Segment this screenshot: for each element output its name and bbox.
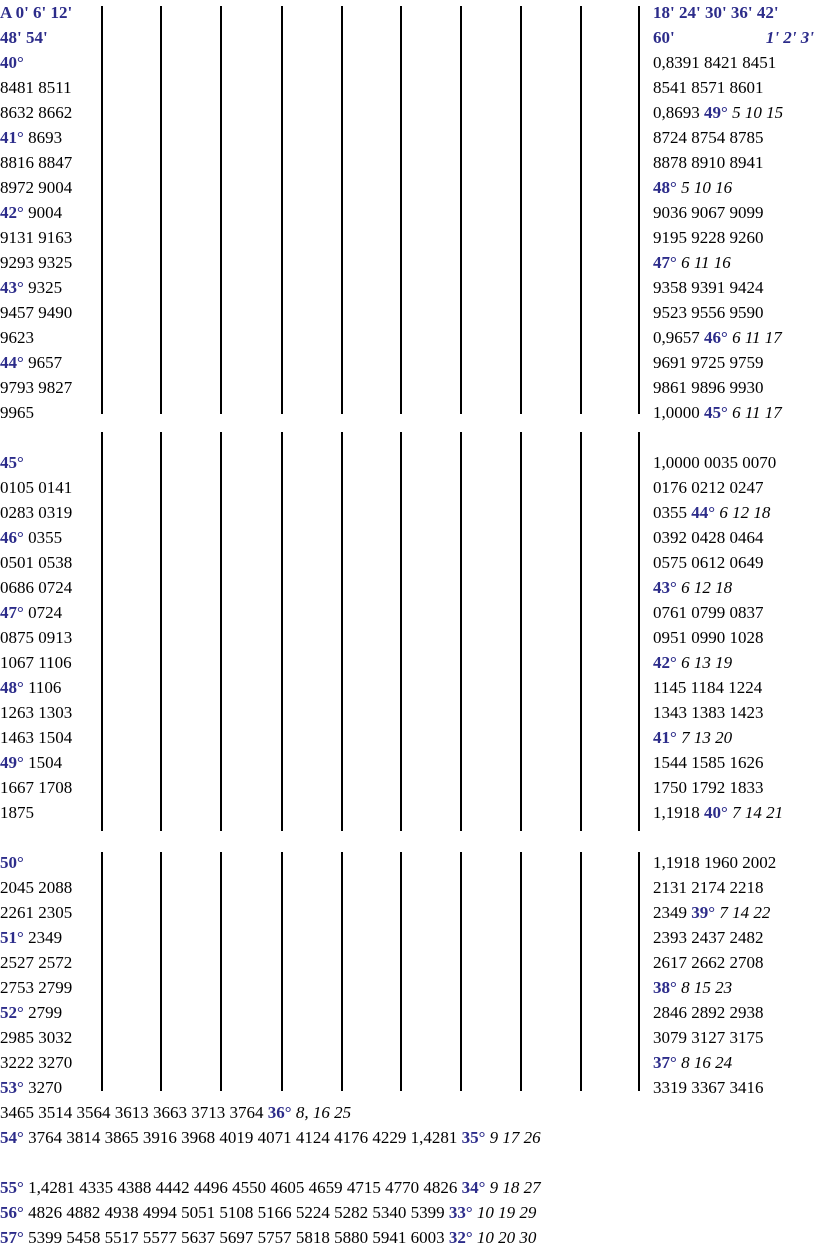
left-column-row: [0, 925, 62, 950]
column-rule: [580, 432, 582, 831]
left-column-row: [0, 525, 62, 550]
column-rule: [520, 6, 522, 414]
left-column-row: [0, 550, 72, 575]
bottom-row: [0, 1125, 541, 1150]
degree-label: 47°: [0, 603, 24, 622]
degree-label: 35°: [461, 1128, 486, 1147]
header-right-line-2a: 60': [653, 28, 675, 47]
right-column-row: [653, 500, 770, 525]
diff-values: 6 13 19: [676, 653, 733, 672]
table-values: 3764 3814 3865 3916 3968 4019 4071 4124 4176 4229 1,4281: [23, 1128, 462, 1147]
table-values: 9325: [23, 278, 63, 297]
right-column-row: [653, 125, 764, 150]
table-values: 8816 8847: [0, 153, 73, 172]
table-values: 1463 1504: [0, 728, 73, 747]
diff-values: 6 12 18: [715, 503, 771, 522]
table-values: 1504: [23, 753, 63, 772]
degree-label: 43°: [653, 578, 677, 597]
column-rule: [160, 6, 162, 414]
header-minutes: 1' 2' 3': [765, 28, 814, 47]
left-column-row: [0, 850, 24, 875]
column-rule: [520, 432, 522, 831]
table-values: 0501 0538: [0, 553, 73, 572]
column-rule: [580, 6, 582, 414]
degree-label: 50°: [0, 853, 24, 872]
degree-label: 40°: [0, 53, 24, 72]
diff-values: 6 11 17: [727, 328, 782, 347]
column-rule: [460, 6, 462, 414]
column-rule: [281, 852, 283, 1091]
table-values: 1,0000: [653, 403, 704, 422]
left-column-row: [0, 325, 34, 350]
left-column-row: [0, 200, 62, 225]
table-values: 8632 8662: [0, 103, 73, 122]
right-column-row: [653, 875, 764, 900]
right-column-row: [653, 975, 732, 1000]
table-values: 8693: [23, 128, 63, 147]
diff-values: 6 11 17: [727, 403, 782, 422]
left-column-row: [0, 350, 62, 375]
right-column-row: [653, 250, 731, 275]
table-values: 0761 0799 0837: [653, 603, 764, 622]
column-rule: [460, 432, 462, 831]
right-column-row: [653, 700, 764, 725]
right-column-row: [653, 800, 783, 825]
left-column-row: [0, 100, 72, 125]
table-values: 2753 2799: [0, 978, 73, 997]
header-left-line-2: 48' 54': [0, 28, 48, 47]
diff-values: 7 13 20: [676, 728, 733, 747]
header-left-line-1: A 0' 6' 12': [0, 3, 73, 22]
table-values: 4826 4882 4938 4994 5051 5108 5166 5224 5282 5340 5399: [23, 1203, 449, 1222]
table-values: 2846 2892 2938: [653, 1003, 764, 1022]
degree-label: 42°: [653, 653, 677, 672]
left-column-row: [0, 1050, 72, 1075]
right-column-row: [653, 575, 732, 600]
table-values: 2985 3032: [0, 1028, 73, 1047]
right-column-row: [653, 150, 764, 175]
left-column-row: [0, 650, 72, 675]
degree-label: 46°: [0, 528, 24, 547]
degree-label: 40°: [704, 803, 728, 822]
column-rule: [580, 852, 582, 1091]
right-column-row: [653, 725, 732, 750]
diff-values: 9 17 26: [485, 1128, 541, 1147]
right-column-row: [653, 900, 770, 925]
table-values: 9131 9163: [0, 228, 73, 247]
degree-label: 55°: [0, 1178, 24, 1197]
right-column-row: [653, 1000, 764, 1025]
bottom-row: [0, 1200, 536, 1225]
table-values: 8481 8511: [0, 78, 72, 97]
table-values: 1263 1303: [0, 703, 73, 722]
right-column-row: [653, 275, 764, 300]
table-values: 9358 9391 9424: [653, 278, 764, 297]
degree-label: 56°: [0, 1203, 24, 1222]
left-column-row: [0, 675, 61, 700]
table-values: 1,1918: [653, 803, 704, 822]
table-values: 0283 0319: [0, 503, 73, 522]
diff-values: 8 16 24: [676, 1053, 733, 1072]
degree-label: 41°: [0, 128, 24, 147]
table-values: 2617 2662 2708: [653, 953, 764, 972]
column-rule: [101, 6, 103, 414]
table-values: 9657: [23, 353, 63, 372]
column-rule: [638, 6, 640, 414]
column-rule: [638, 852, 640, 1091]
table-values: 1106: [23, 678, 62, 697]
column-rule: [101, 852, 103, 1091]
right-column-row: [653, 1025, 764, 1050]
table-values: 1,4281 4335 4388 4442 4496 4550 4605 4659 4715 4770 4826: [23, 1178, 462, 1197]
table-values: 8724 8754 8785: [653, 128, 764, 147]
left-column-row: [0, 125, 62, 150]
right-column-row: [653, 550, 764, 575]
column-rule: [400, 852, 402, 1091]
diff-values: 7 14 22: [715, 903, 771, 922]
table-values: 8972 9004: [0, 178, 73, 197]
table-values: 3465 3514 3564 3613 3663 3713 3764: [0, 1103, 268, 1122]
table-values: 3079 3127 3175: [653, 1028, 764, 1047]
degree-label: 44°: [0, 353, 24, 372]
diff-values: 10 20 30: [472, 1228, 537, 1247]
left-column-row: [0, 775, 72, 800]
left-column-row: [0, 600, 62, 625]
left-column-row: [0, 450, 24, 475]
degree-label: 45°: [0, 453, 24, 472]
column-rule: [281, 432, 283, 831]
table-values: 0355: [23, 528, 63, 547]
left-column-row: [0, 50, 24, 75]
header-right-line-1: 18' 24' 30' 36' 42': [653, 3, 779, 22]
right-column-row: [653, 100, 783, 125]
table-values: 9004: [23, 203, 63, 222]
table-values: 9623: [0, 328, 34, 347]
left-column-row: [0, 1000, 62, 1025]
right-column-row: [653, 850, 776, 875]
table-values: 9523 9556 9590: [653, 303, 764, 322]
right-column-row: [653, 325, 782, 350]
left-column-row: [0, 725, 72, 750]
column-rule: [341, 432, 343, 831]
right-column-row: [653, 750, 764, 775]
degree-label: 47°: [653, 253, 677, 272]
left-column-row: [0, 375, 72, 400]
column-rule: [638, 432, 640, 831]
right-column-row: [653, 675, 762, 700]
left-column-row: [0, 975, 72, 1000]
left-column-row: [0, 75, 72, 100]
column-rule: [220, 6, 222, 414]
right-column-row: [653, 175, 732, 200]
table-values: 3270: [23, 1078, 63, 1097]
table-values: 9036 9067 9099: [653, 203, 764, 222]
table-values: 2527 2572: [0, 953, 73, 972]
table-values: 1145 1184 1224: [653, 678, 763, 697]
degree-label: 51°: [0, 928, 24, 947]
table-values: 1667 1708: [0, 778, 73, 797]
table-values: 2349: [653, 903, 692, 922]
bottom-row: [0, 1100, 351, 1125]
right-column-row: [653, 1075, 764, 1100]
table-values: 0,8693: [653, 103, 704, 122]
table-values: 9293 9325: [0, 253, 73, 272]
table-values: 0686 0724: [0, 578, 73, 597]
right-column-row: [653, 50, 776, 75]
right-column-row: [653, 375, 764, 400]
left-column-row: [0, 1075, 62, 1100]
degree-label: 32°: [448, 1228, 473, 1247]
table-values: 1067 1106: [0, 653, 72, 672]
left-column-row: [0, 700, 72, 725]
left-column-row: [0, 950, 72, 975]
table-values: 3222 3270: [0, 1053, 73, 1072]
table-values: 0951 0990 1028: [653, 628, 764, 647]
table-values: 0,8391 8421 8451: [653, 53, 777, 72]
degree-label: 41°: [653, 728, 677, 747]
degree-label: 46°: [704, 328, 728, 347]
left-column-row: [0, 1025, 72, 1050]
bottom-row: [0, 1175, 541, 1200]
table-values: 2393 2437 2482: [653, 928, 764, 947]
column-rule: [400, 432, 402, 831]
left-column-row: [0, 250, 72, 275]
table-values: 0355: [653, 503, 692, 522]
right-column-row: [653, 600, 764, 625]
table-values: 1,1918 1960 2002: [653, 853, 777, 872]
column-rule: [281, 6, 283, 414]
right-column-row: [653, 525, 764, 550]
table-values: 1,0000 0035 0070: [653, 453, 777, 472]
degree-label: 39°: [691, 903, 716, 922]
degree-label: 38°: [653, 978, 677, 997]
degree-label: 53°: [0, 1078, 24, 1097]
diff-values: 6 11 16: [676, 253, 731, 272]
left-column-row: [0, 625, 72, 650]
right-column-row: [653, 350, 764, 375]
right-column-row: [653, 450, 776, 475]
right-column-row: [653, 925, 764, 950]
left-column-row: [0, 500, 72, 525]
right-column-row: [653, 950, 764, 975]
table-values: 9861 9896 9930: [653, 378, 764, 397]
table-values: 2045 2088: [0, 878, 73, 897]
table-values: 9195 9228 9260: [653, 228, 764, 247]
column-rule: [400, 6, 402, 414]
right-column-row: [653, 75, 764, 100]
degree-label: 37°: [653, 1053, 677, 1072]
table-values: 1343 1383 1423: [653, 703, 764, 722]
degree-label: 36°: [267, 1103, 292, 1122]
right-column-row: [653, 475, 764, 500]
right-column-row: [653, 225, 764, 250]
right-column-row: [653, 300, 764, 325]
degree-label: 54°: [0, 1128, 24, 1147]
table-values: 2131 2174 2218: [653, 878, 764, 897]
right-column-row: [653, 775, 764, 800]
column-rule: [220, 432, 222, 831]
right-column-row: [653, 1050, 732, 1075]
table-values: 0,9657: [653, 328, 704, 347]
table-values: 9457 9490: [0, 303, 73, 322]
diff-values: 5 10 16: [676, 178, 733, 197]
column-rule: [341, 852, 343, 1091]
header-right-line-2b: [766, 25, 814, 50]
table-values: 5399 5458 5517 5577 5637 5697 5757 5818 5880 5941 6003: [23, 1228, 449, 1247]
degree-label: 33°: [448, 1203, 473, 1222]
table-values: 0105 0141: [0, 478, 73, 497]
bottom-row: [0, 1225, 536, 1250]
degree-label: 34°: [461, 1178, 486, 1197]
table-values: 2261 2305: [0, 903, 73, 922]
degree-label: 48°: [653, 178, 677, 197]
table-values: 8878 8910 8941: [653, 153, 764, 172]
degree-label: 44°: [691, 503, 716, 522]
table-values: 9691 9725 9759: [653, 353, 764, 372]
diff-values: 9 18 27: [485, 1178, 541, 1197]
right-column-row: [653, 625, 764, 650]
left-column-row: [0, 750, 62, 775]
right-column-row: [653, 650, 732, 675]
right-column-row: [653, 200, 764, 225]
column-rule: [520, 852, 522, 1091]
table-values: 0176 0212 0247: [653, 478, 764, 497]
column-rule: [220, 852, 222, 1091]
right-column-row: [653, 400, 782, 425]
degree-label: 49°: [0, 753, 24, 772]
left-column-row: [0, 400, 34, 425]
table-values: 0392 0428 0464: [653, 528, 764, 547]
diff-values: 8, 16 25: [291, 1103, 352, 1122]
degree-label: 48°: [0, 678, 24, 697]
left-column-row: [0, 175, 72, 200]
table-values: 0724: [23, 603, 63, 622]
left-column-row: [0, 150, 72, 175]
diff-values: 5 10 15: [727, 103, 784, 122]
table-values: 1544 1585 1626: [653, 753, 764, 772]
left-column-row: [0, 900, 72, 925]
left-column-row: [0, 575, 72, 600]
table-values: 1750 1792 1833: [653, 778, 764, 797]
degree-label: 45°: [704, 403, 728, 422]
table-values: 0875 0913: [0, 628, 73, 647]
column-rule: [460, 852, 462, 1091]
column-rule: [160, 432, 162, 831]
left-column-row: [0, 300, 72, 325]
column-rule: [341, 6, 343, 414]
table-values: 0575 0612 0649: [653, 553, 764, 572]
column-rule: [160, 852, 162, 1091]
left-column-row: [0, 475, 72, 500]
left-column-row: [0, 800, 34, 825]
table-values: 8541 8571 8601: [653, 78, 764, 97]
degree-label: 42°: [0, 203, 24, 222]
degree-label: 49°: [704, 103, 728, 122]
column-rule: [101, 432, 103, 831]
table-values: 3319 3367 3416: [653, 1078, 764, 1097]
table-values: 2799: [23, 1003, 63, 1022]
table-values: 9793 9827: [0, 378, 73, 397]
degree-label: 57°: [0, 1228, 24, 1247]
degree-label: 52°: [0, 1003, 24, 1022]
left-column-row: [0, 875, 72, 900]
diff-values: 7 14 21: [727, 803, 784, 822]
table-values: 9965: [0, 403, 34, 422]
left-column-row: [0, 225, 72, 250]
degree-label: 43°: [0, 278, 24, 297]
table-values: 2349: [23, 928, 63, 947]
diff-values: 6 12 18: [676, 578, 733, 597]
diff-values: 8 15 23: [676, 978, 733, 997]
diff-values: 10 19 29: [472, 1203, 537, 1222]
table-values: 1875: [0, 803, 34, 822]
left-column-row: [0, 275, 62, 300]
